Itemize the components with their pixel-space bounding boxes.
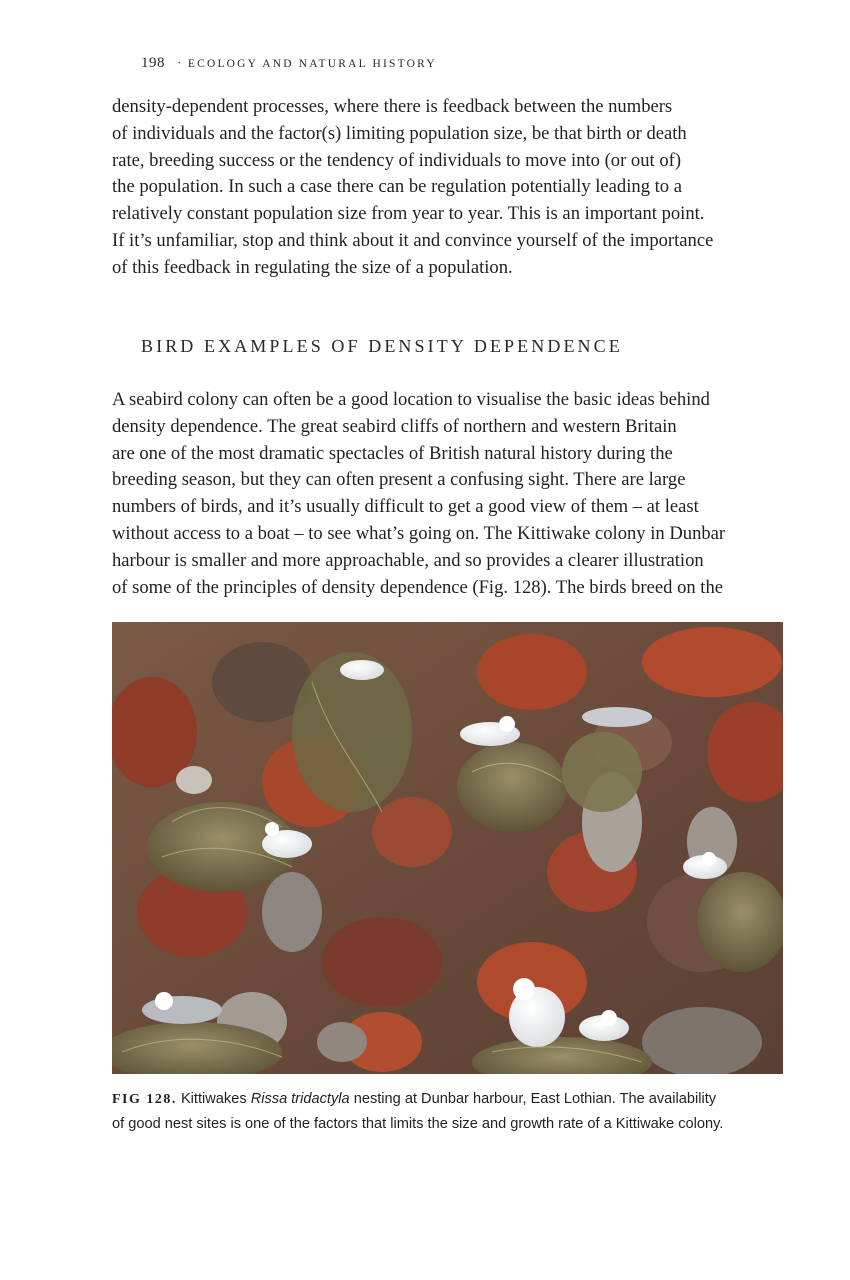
running-title: ECOLOGY AND NATURAL HISTORY: [187, 58, 437, 70]
text-line: are one of the most dramatic spectacles of British natural history during the: [112, 442, 673, 464]
text-line: density dependence. The great seabird cliffs of northern and western Britain: [112, 415, 677, 437]
text-line: of some of the principles of density dependence (Fig. 128). The birds breed on the: [112, 576, 724, 598]
text-line: relatively constant population size from year to year. This is an important point.: [112, 203, 705, 225]
header-separator: ·: [177, 55, 182, 70]
text-line: numbers of birds, and it’s usually difficult to get a good view of them – at least: [112, 496, 699, 518]
text-line: the population. In such a case there can be regulation potentially leading to a: [112, 176, 683, 198]
caption-line: [112, 1087, 802, 1112]
caption-text: nesting at Dunbar harbour, East Lothian. The availability: [349, 1091, 717, 1107]
species-name: Rissa tridactyla: [250, 1091, 350, 1107]
text-line: breeding season, but they can often present a confusing sight. There are large: [112, 469, 686, 491]
figure-label: FIG 128.: [112, 1092, 177, 1107]
text-line: rate, breeding success or the tendency of individuals to move into (or out of): [112, 149, 682, 171]
kittiwake-colony-photo: [112, 622, 783, 1074]
text-line: of individuals and the factor(s) limiting population size, be that birth or death: [112, 122, 687, 144]
page-number: 198: [141, 55, 165, 71]
text-line: If it’s unfamiliar, stop and think about it and convince yourself of the importance: [112, 229, 714, 251]
section-heading: BIRD EXAMPLES OF DENSITY DEPENDENCE: [141, 336, 623, 356]
text-line: of this feedback in regulating the size of a population.: [112, 256, 513, 278]
text-line: harbour is smaller and more approachable, and so provides a clearer illustration: [112, 549, 704, 571]
caption-line: of good nest sites is one of the factors that limits the size and growth rate of a Kittiwake colony.: [112, 1116, 724, 1132]
caption-text: Kittiwakes: [176, 1091, 251, 1107]
running-head: [141, 55, 437, 72]
paragraph-density-dependent: [112, 94, 782, 282]
paragraph-seabird-colony: [112, 387, 782, 601]
text-line: without access to a boat – to see what’s going on. The Kittiwake colony in Dunbar: [112, 522, 726, 544]
text-line: density-dependent processes, where there is feedback between the numbers: [112, 96, 673, 117]
text-line: A seabird colony can often be a good location to visualise the basic ideas behind: [112, 389, 710, 410]
figure-caption: [112, 1087, 802, 1136]
